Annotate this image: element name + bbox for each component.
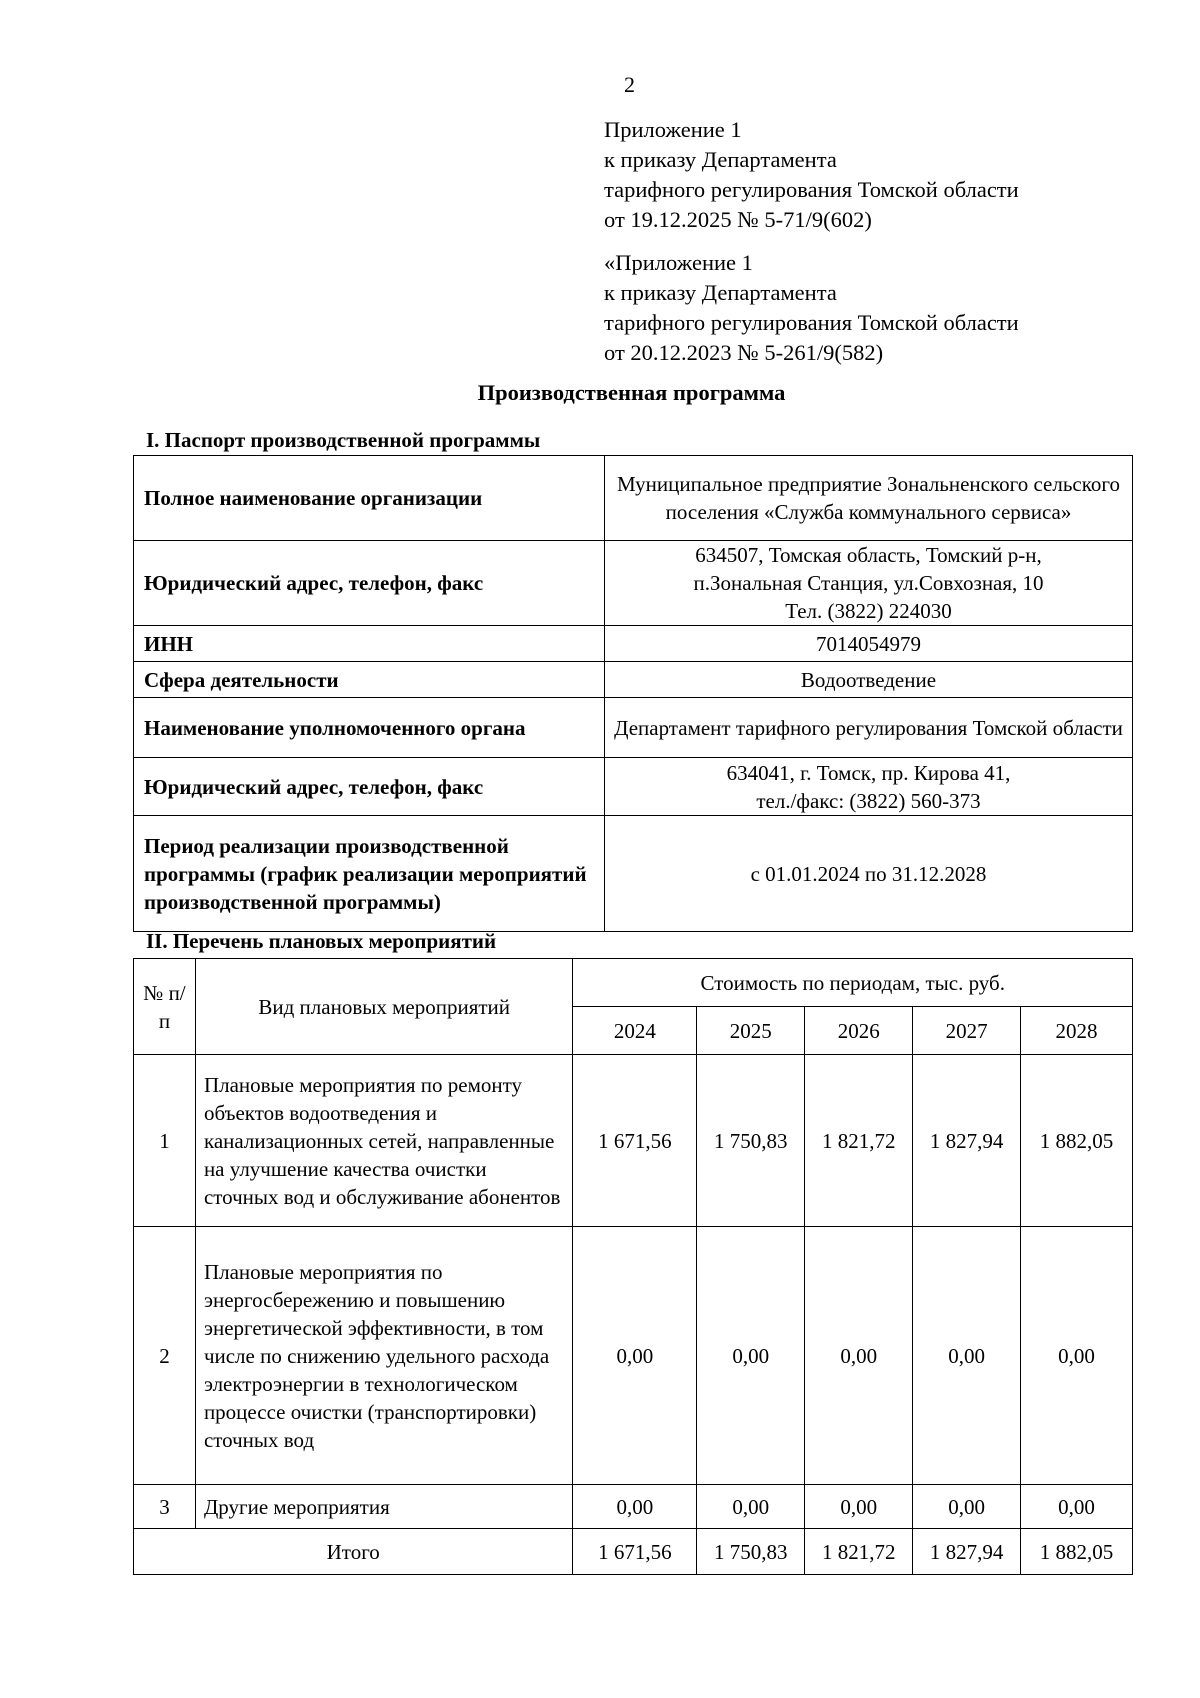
cost-cell: 1 671,56 (573, 1055, 697, 1227)
appendix-line: от 20.12.2023 № 5-261/9(582) (604, 340, 884, 365)
measure-name: Другие мероприятия (195, 1485, 573, 1529)
address-line: п.Зональная Станция, ул.Совхозная, 10 (693, 571, 1044, 595)
row-number: 2 (134, 1227, 196, 1485)
passport-value (605, 758, 1133, 816)
cost-cell: 0,00 (573, 1485, 697, 1529)
appendix-line: от 19.12.2025 № 5-71/9(602) (604, 207, 872, 232)
passport-row (134, 816, 1133, 932)
year-header: 2025 (697, 1007, 805, 1055)
cost-cell: 0,00 (1021, 1485, 1133, 1529)
passport-value (605, 541, 1133, 626)
passport-row (134, 662, 1133, 698)
cost-cell: 0,00 (573, 1227, 697, 1485)
address-line: 634041, г. Томск, пр. Кирова 41, (726, 760, 1011, 785)
row-number: 1 (134, 1055, 196, 1227)
measure-name: Плановые мероприятия по энергосбережению и повышению энергетической эффективности, в том числе по снижению удельного расхода электроэнергии в технологическом процессе очистки (транспортировки) сточных вод (195, 1227, 573, 1485)
appendix-line: к приказу Департамента (604, 280, 837, 305)
cost-cell: 1 750,83 (697, 1055, 805, 1227)
col-number-header: № п/п (134, 959, 196, 1055)
year-header: 2024 (573, 1007, 697, 1055)
appendix-line: «Приложение 1 (604, 250, 753, 275)
passport-value: Водоотведение (605, 662, 1133, 698)
cost-cell: 0,00 (805, 1485, 913, 1529)
year-header: 2027 (913, 1007, 1021, 1055)
appendix-line: к приказу Департамента (604, 147, 837, 172)
cost-cell: 1 882,05 (1021, 1055, 1133, 1227)
cost-cell: 1 821,72 (805, 1055, 913, 1227)
total-cell: 1 882,05 (1021, 1529, 1133, 1575)
passport-value: 7014054979 (605, 626, 1133, 662)
cost-cell: 0,00 (805, 1227, 913, 1485)
total-cell: 1 827,94 (913, 1529, 1021, 1575)
passport-table (133, 455, 1133, 932)
col-cost-header: Стоимость по периодам, тыс. руб. (573, 959, 1133, 1007)
passport-label: Полное наименование организации (134, 456, 605, 541)
passport-row (134, 456, 1133, 541)
total-label: Итого (134, 1529, 573, 1575)
address-line: Тел. (3822) 224030 (785, 599, 952, 623)
cost-cell: 0,00 (697, 1485, 805, 1529)
row-number: 3 (134, 1485, 196, 1529)
cost-cell: 0,00 (697, 1227, 805, 1485)
passport-value: с 01.01.2024 по 31.12.2028 (605, 816, 1133, 932)
cost-cell: 0,00 (913, 1485, 1021, 1529)
passport-value: Департамент тарифного регулирования Томской области (605, 698, 1133, 758)
passport-value: Муниципальное предприятие Зональненского сельского поселения «Служба коммунального сервиса» (605, 456, 1133, 541)
col-type-header: Вид плановых мероприятий (195, 959, 573, 1055)
total-cell: 1 671,56 (573, 1529, 697, 1575)
table-row (134, 1227, 1133, 1485)
passport-label: Период реализации производственной программы (график реализации мероприятий производственной программы) (134, 816, 605, 932)
appendix-previous-header (604, 248, 1164, 368)
passport-label: Юридический адрес, телефон, факс (134, 758, 605, 816)
passport-row (134, 698, 1133, 758)
table-row (134, 1485, 1133, 1529)
total-cell: 1 750,83 (697, 1529, 805, 1575)
passport-row (134, 541, 1133, 626)
page-number: 2 (624, 72, 635, 97)
header-row (134, 959, 1133, 1007)
passport-row (134, 626, 1133, 662)
year-header: 2028 (1021, 1007, 1133, 1055)
table-row (134, 1055, 1133, 1227)
cost-cell: 0,00 (1021, 1227, 1133, 1485)
appendix-current-header (604, 115, 1164, 235)
total-cell: 1 821,72 (805, 1529, 913, 1575)
passport-label: ИНН (134, 626, 605, 662)
cost-cell: 0,00 (913, 1227, 1021, 1485)
passport-label: Наименование уполномоченного органа (134, 698, 605, 758)
measure-name: Плановые мероприятия по ремонту объектов водоотведения и канализационных сетей, направленные на улучшение качества очистки сточных вод и обслуживание абонентов (195, 1055, 573, 1227)
year-header: 2026 (805, 1007, 913, 1055)
address-line: тел./факс: (3822) 560-373 (756, 788, 981, 813)
appendix-line: тарифного регулирования Томской области (604, 177, 1019, 202)
appendix-line: тарифного регулирования Томской области (604, 310, 1019, 335)
cost-cell: 1 827,94 (913, 1055, 1021, 1227)
address-line: 634507, Томская область, Томский р-н, (695, 543, 1042, 567)
appendix-line: Приложение 1 (604, 117, 742, 142)
measures-table (133, 958, 1133, 1575)
program-title: Производственная программа (477, 380, 786, 405)
passport-label: Юридический адрес, телефон, факс (134, 541, 605, 626)
section2-heading: II. Перечень плановых мероприятий (146, 929, 497, 953)
total-row (134, 1529, 1133, 1575)
passport-row (134, 758, 1133, 816)
section1-heading: I. Паспорт производственной программы (146, 428, 541, 452)
passport-label: Сфера деятельности (134, 662, 605, 698)
